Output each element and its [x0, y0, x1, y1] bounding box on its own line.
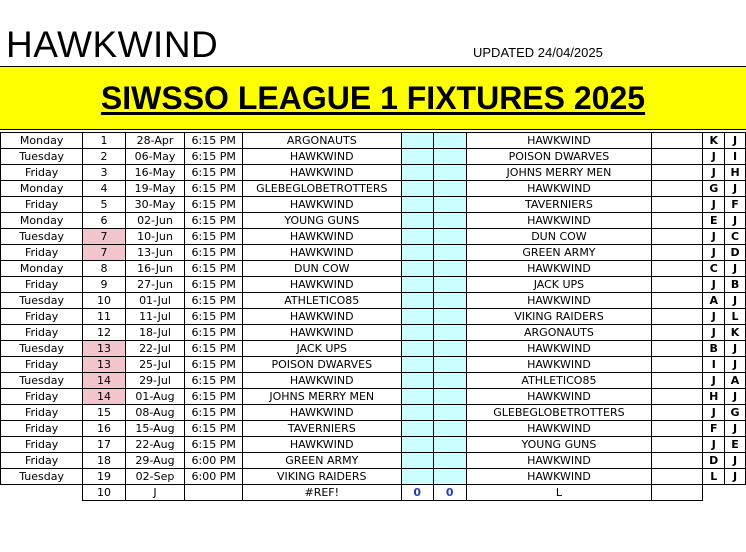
fixture-date: 28-Apr [125, 133, 185, 149]
fixture-time: 6:15 PM [185, 309, 243, 325]
away-team-code: J [725, 357, 746, 373]
fixture-away-team: DUN COW [466, 229, 652, 245]
away-team-code: J [725, 213, 746, 229]
fixture-date: 22-Aug [125, 437, 185, 453]
fixture-time: 6:15 PM [185, 213, 243, 229]
fixture-away-team: JOHNS MERRY MEN [466, 165, 652, 181]
spacer-cell [652, 453, 703, 469]
home-score-cell [401, 229, 434, 245]
fixture-date: 18-Jul [125, 325, 185, 341]
fixture-day: Monday [1, 213, 83, 229]
fixture-row [1, 213, 746, 229]
home-team-code: E [703, 213, 725, 229]
team-name: HAWKWIND [6, 24, 219, 65]
fixture-week: 8 [83, 261, 125, 277]
home-score-cell [401, 389, 434, 405]
fixture-date: 01-Aug [125, 389, 185, 405]
fixture-row [1, 341, 746, 357]
summary-score-away: 0 [434, 485, 467, 501]
spacer-cell [652, 469, 703, 485]
fixture-away-team: HAWKWIND [466, 293, 652, 309]
summary-blank [1, 485, 83, 501]
fixture-away-team: HAWKWIND [466, 357, 652, 373]
summary-blank [703, 485, 725, 501]
spacer-cell [652, 261, 703, 277]
fixture-home-team: GLEBEGLOBETROTTERS [243, 181, 401, 197]
spacer-cell [652, 197, 703, 213]
spacer-cell [652, 213, 703, 229]
fixture-away-team: POISON DWARVES [466, 149, 652, 165]
fixture-date: 22-Jul [125, 341, 185, 357]
away-score-cell [434, 197, 467, 213]
fixture-home-team: JACK UPS [243, 341, 401, 357]
fixture-home-team: HAWKWIND [243, 373, 401, 389]
fixture-time: 6:15 PM [185, 357, 243, 373]
home-score-cell [401, 245, 434, 261]
summary-empty [652, 485, 703, 501]
fixture-day: Friday [1, 309, 83, 325]
spacer-cell [652, 357, 703, 373]
home-team-code: I [703, 357, 725, 373]
fixture-row [1, 293, 746, 309]
away-team-code: G [725, 405, 746, 421]
home-team-code: J [703, 373, 725, 389]
fixture-week: 15 [83, 405, 125, 421]
fixture-home-team: DUN COW [243, 261, 401, 277]
fixture-week: 14 [83, 373, 125, 389]
summary-row [1, 485, 746, 501]
fixture-time: 6:00 PM [185, 469, 243, 485]
fixture-row [1, 277, 746, 293]
away-team-code: F [725, 197, 746, 213]
home-team-code: J [703, 325, 725, 341]
away-score-cell [434, 341, 467, 357]
fixture-away-team: HAWKWIND [466, 181, 652, 197]
home-team-code: J [703, 277, 725, 293]
spacer-cell [652, 133, 703, 149]
fixture-away-team: HAWKWIND [466, 213, 652, 229]
fixture-away-team: ATHLETICO85 [466, 373, 652, 389]
spacer-cell [652, 181, 703, 197]
fixture-date: 02-Jun [125, 213, 185, 229]
fixture-day: Friday [1, 197, 83, 213]
fixture-day: Friday [1, 165, 83, 181]
fixture-home-team: HAWKWIND [243, 165, 401, 181]
fixture-home-team: HAWKWIND [243, 245, 401, 261]
fixture-day: Friday [1, 245, 83, 261]
fixture-away-team: VIKING RAIDERS [466, 309, 652, 325]
fixture-week: 17 [83, 437, 125, 453]
fixture-day: Tuesday [1, 341, 83, 357]
fixture-day: Friday [1, 389, 83, 405]
away-team-code: B [725, 277, 746, 293]
home-score-cell [401, 453, 434, 469]
fixture-row [1, 405, 746, 421]
home-score-cell [401, 277, 434, 293]
fixture-time: 6:15 PM [185, 245, 243, 261]
fixture-week: 1 [83, 133, 125, 149]
fixture-row [1, 421, 746, 437]
fixture-week: 4 [83, 181, 125, 197]
spacer-cell [652, 277, 703, 293]
fixture-home-team: HAWKWIND [243, 197, 401, 213]
away-team-code: I [725, 149, 746, 165]
fixture-home-team: YOUNG GUNS [243, 213, 401, 229]
summary-empty [185, 485, 243, 501]
fixture-home-team: HAWKWIND [243, 325, 401, 341]
home-team-code: J [703, 245, 725, 261]
away-team-code: J [725, 421, 746, 437]
away-score-cell [434, 325, 467, 341]
fixture-week: 3 [83, 165, 125, 181]
away-score-cell [434, 437, 467, 453]
home-team-code: J [703, 149, 725, 165]
fixture-home-team: JOHNS MERRY MEN [243, 389, 401, 405]
fixture-time: 6:15 PM [185, 421, 243, 437]
fixture-away-team: HAWKWIND [466, 421, 652, 437]
fixture-away-team: HAWKWIND [466, 389, 652, 405]
away-team-code: L [725, 309, 746, 325]
home-score-cell [401, 293, 434, 309]
fixture-week: 14 [83, 389, 125, 405]
fixture-home-team: GREEN ARMY [243, 453, 401, 469]
fixture-day: Tuesday [1, 229, 83, 245]
summary-blank [725, 485, 746, 501]
home-score-cell [401, 405, 434, 421]
home-score-cell [401, 469, 434, 485]
home-score-cell [401, 149, 434, 165]
fixture-week: 11 [83, 309, 125, 325]
fixture-day: Monday [1, 181, 83, 197]
home-team-code: D [703, 453, 725, 469]
home-team-code: J [703, 437, 725, 453]
fixture-week: 6 [83, 213, 125, 229]
fixture-day: Friday [1, 453, 83, 469]
home-team-code: A [703, 293, 725, 309]
fixture-date: 11-Jul [125, 309, 185, 325]
fixture-away-team: HAWKWIND [466, 341, 652, 357]
fixture-week: 16 [83, 421, 125, 437]
fixture-date: 01-Jul [125, 293, 185, 309]
away-team-code: E [725, 437, 746, 453]
spacer-cell [652, 149, 703, 165]
fixture-date: 29-Jul [125, 373, 185, 389]
fixture-time: 6:15 PM [185, 341, 243, 357]
fixture-time: 6:00 PM [185, 453, 243, 469]
spacer-cell [652, 437, 703, 453]
fixture-time: 6:15 PM [185, 373, 243, 389]
home-team-code: F [703, 421, 725, 437]
fixture-time: 6:15 PM [185, 277, 243, 293]
fixture-date: 02-Sep [125, 469, 185, 485]
home-score-cell [401, 181, 434, 197]
away-score-cell [434, 261, 467, 277]
home-score-cell [401, 165, 434, 181]
fixture-row [1, 149, 746, 165]
home-score-cell [401, 421, 434, 437]
home-team-code: J [703, 229, 725, 245]
fixture-week: 13 [83, 341, 125, 357]
fixture-time: 6:15 PM [185, 261, 243, 277]
home-score-cell [401, 213, 434, 229]
fixture-row [1, 437, 746, 453]
summary-away-code: L [466, 485, 652, 501]
fixture-away-team: GREEN ARMY [466, 245, 652, 261]
fixture-date: 16-Jun [125, 261, 185, 277]
home-team-code: J [703, 165, 725, 181]
summary-code: J [125, 485, 185, 501]
fixture-away-team: ARGONAUTS [466, 325, 652, 341]
fixture-row [1, 229, 746, 245]
fixture-date: 10-Jun [125, 229, 185, 245]
fixture-day: Friday [1, 421, 83, 437]
away-team-code: J [725, 389, 746, 405]
fixture-row [1, 197, 746, 213]
fixture-date: 06-May [125, 149, 185, 165]
fixture-day: Friday [1, 277, 83, 293]
fixture-row [1, 133, 746, 149]
away-score-cell [434, 165, 467, 181]
away-team-code: J [725, 469, 746, 485]
away-score-cell [434, 405, 467, 421]
home-score-cell [401, 133, 434, 149]
away-team-code: D [725, 245, 746, 261]
fixture-row [1, 245, 746, 261]
fixture-home-team: VIKING RAIDERS [243, 469, 401, 485]
fixture-home-team: POISON DWARVES [243, 357, 401, 373]
title-banner [0, 66, 746, 130]
spacer-cell [652, 165, 703, 181]
fixture-time: 6:15 PM [185, 165, 243, 181]
fixture-date: 15-Aug [125, 421, 185, 437]
fixture-week: 5 [83, 197, 125, 213]
away-score-cell [434, 277, 467, 293]
spacer-cell [652, 293, 703, 309]
away-score-cell [434, 181, 467, 197]
home-team-code: C [703, 261, 725, 277]
fixture-week: 12 [83, 325, 125, 341]
home-score-cell [401, 437, 434, 453]
fixture-home-team: ATHLETICO85 [243, 293, 401, 309]
fixture-time: 6:15 PM [185, 229, 243, 245]
home-score-cell [401, 197, 434, 213]
fixture-time: 6:15 PM [185, 181, 243, 197]
fixture-row [1, 261, 746, 277]
spacer-cell [652, 325, 703, 341]
fixture-home-team: ARGONAUTS [243, 133, 401, 149]
away-team-code: J [725, 293, 746, 309]
home-score-cell [401, 261, 434, 277]
fixture-time: 6:15 PM [185, 389, 243, 405]
fixture-row [1, 469, 746, 485]
away-team-code: J [725, 133, 746, 149]
home-score-cell [401, 373, 434, 389]
home-team-code: J [703, 405, 725, 421]
fixture-home-team: HAWKWIND [243, 229, 401, 245]
fixture-date: 27-Jun [125, 277, 185, 293]
fixture-time: 6:15 PM [185, 149, 243, 165]
fixture-week: 7 [83, 229, 125, 245]
fixture-day: Monday [1, 261, 83, 277]
fixture-away-team: JACK UPS [466, 277, 652, 293]
away-score-cell [434, 149, 467, 165]
away-score-cell [434, 373, 467, 389]
fixture-day: Tuesday [1, 373, 83, 389]
fixture-day: Tuesday [1, 149, 83, 165]
fixture-date: 13-Jun [125, 245, 185, 261]
away-team-code: K [725, 325, 746, 341]
spacer-cell [652, 341, 703, 357]
fixture-row [1, 373, 746, 389]
away-score-cell [434, 421, 467, 437]
away-score-cell [434, 213, 467, 229]
away-team-code: A [725, 373, 746, 389]
fixture-home-team: HAWKWIND [243, 149, 401, 165]
fixture-home-team: HAWKWIND [243, 277, 401, 293]
fixture-away-team: HAWKWIND [466, 453, 652, 469]
home-team-code: J [703, 197, 725, 213]
fixture-away-team: HAWKWIND [466, 469, 652, 485]
fixture-day: Friday [1, 405, 83, 421]
fixture-time: 6:15 PM [185, 325, 243, 341]
fixture-row [1, 181, 746, 197]
away-score-cell [434, 309, 467, 325]
fixture-day: Friday [1, 437, 83, 453]
away-team-code: J [725, 453, 746, 469]
fixture-day: Tuesday [1, 469, 83, 485]
fixture-time: 6:15 PM [185, 437, 243, 453]
away-score-cell [434, 133, 467, 149]
fixture-row [1, 453, 746, 469]
fixture-day: Tuesday [1, 293, 83, 309]
fixture-week: 9 [83, 277, 125, 293]
spacer-cell [652, 405, 703, 421]
home-score-cell [401, 341, 434, 357]
fixture-date: 25-Jul [125, 357, 185, 373]
away-score-cell [434, 245, 467, 261]
fixture-date: 19-May [125, 181, 185, 197]
fixture-time: 6:15 PM [185, 405, 243, 421]
updated-date: UPDATED 24/04/2025 [473, 45, 603, 60]
fixture-row [1, 389, 746, 405]
fixture-row [1, 357, 746, 373]
spacer-cell [652, 229, 703, 245]
away-team-code: J [725, 181, 746, 197]
away-score-cell [434, 229, 467, 245]
fixture-week: 19 [83, 469, 125, 485]
fixture-week: 2 [83, 149, 125, 165]
away-team-code: C [725, 229, 746, 245]
home-team-code: K [703, 133, 725, 149]
fixture-time: 6:15 PM [185, 293, 243, 309]
fixture-away-team: TAVERNIERS [466, 197, 652, 213]
summary-score-home: 0 [401, 485, 434, 501]
spacer-cell [652, 309, 703, 325]
fixture-day: Friday [1, 325, 83, 341]
spacer-cell [652, 421, 703, 437]
fixture-row [1, 165, 746, 181]
fixture-time: 6:15 PM [185, 133, 243, 149]
fixture-week: 13 [83, 357, 125, 373]
fixture-away-team: GLEBEGLOBETROTTERS [466, 405, 652, 421]
home-score-cell [401, 325, 434, 341]
home-team-code: H [703, 389, 725, 405]
summary-week: 10 [83, 485, 125, 501]
home-score-cell [401, 309, 434, 325]
fixture-row [1, 325, 746, 341]
spacer-cell [652, 373, 703, 389]
home-team-code: J [703, 309, 725, 325]
fixture-home-team: TAVERNIERS [243, 421, 401, 437]
fixture-home-team: HAWKWIND [243, 309, 401, 325]
fixture-day: Monday [1, 133, 83, 149]
fixture-away-team: HAWKWIND [466, 261, 652, 277]
fixture-day: Friday [1, 357, 83, 373]
spacer-cell [652, 245, 703, 261]
home-team-code: B [703, 341, 725, 357]
fixture-time: 6:15 PM [185, 197, 243, 213]
away-team-code: H [725, 165, 746, 181]
away-score-cell [434, 293, 467, 309]
home-team-code: G [703, 181, 725, 197]
away-team-code: J [725, 261, 746, 277]
away-score-cell [434, 357, 467, 373]
fixture-away-team: YOUNG GUNS [466, 437, 652, 453]
fixtures-table [0, 132, 746, 501]
fixture-date: 16-May [125, 165, 185, 181]
away-score-cell [434, 389, 467, 405]
away-score-cell [434, 469, 467, 485]
page-title: SIWSSO LEAGUE 1 FIXTURES 2025 [100, 80, 646, 116]
fixture-week: 18 [83, 453, 125, 469]
fixture-week: 7 [83, 245, 125, 261]
fixture-date: 29-Aug [125, 453, 185, 469]
home-score-cell [401, 357, 434, 373]
home-team-code: L [703, 469, 725, 485]
spacer-cell [652, 389, 703, 405]
fixture-date: 30-May [125, 197, 185, 213]
fixture-row [1, 309, 746, 325]
fixture-week: 10 [83, 293, 125, 309]
fixture-home-team: HAWKWIND [243, 437, 401, 453]
away-team-code: J [725, 341, 746, 357]
fixture-home-team: HAWKWIND [243, 405, 401, 421]
away-score-cell [434, 453, 467, 469]
summary-ref: #REF! [243, 485, 401, 501]
fixture-away-team: HAWKWIND [466, 133, 652, 149]
fixture-date: 08-Aug [125, 405, 185, 421]
